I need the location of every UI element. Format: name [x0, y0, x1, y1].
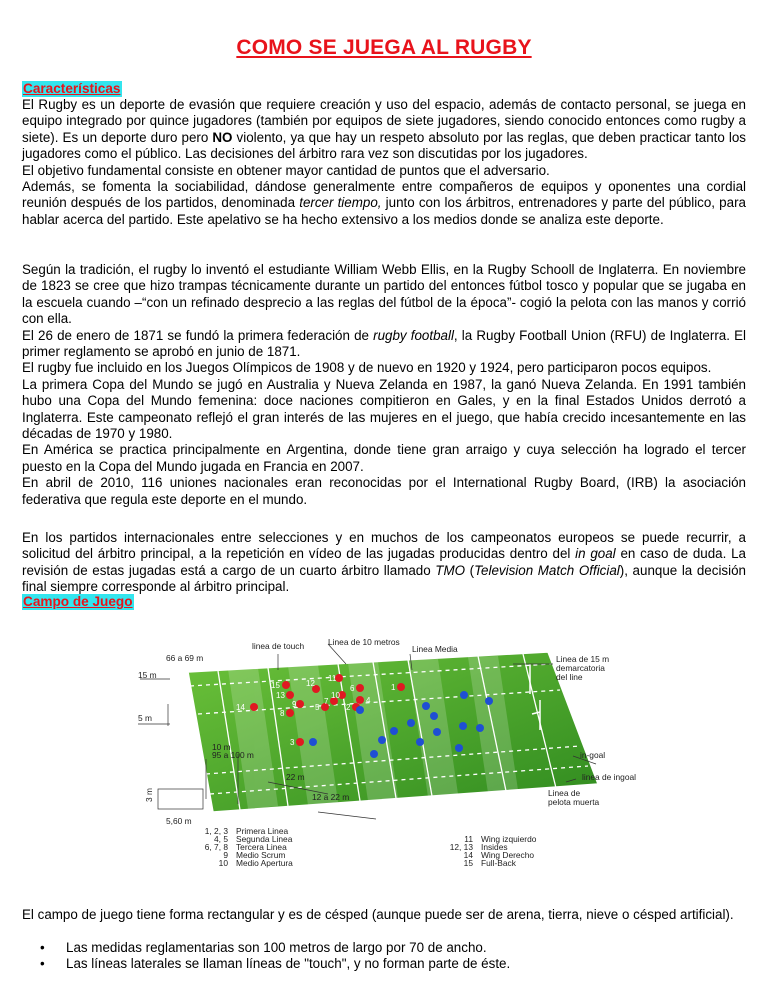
player-marker	[286, 691, 294, 699]
player-number: 2	[346, 703, 351, 712]
tmo-paragraph: En los partidos internacionales entre selecciones y en muchos de los campeonatos europeos se puede recurrir, a solicitud del árbitro principal, a la repetición en vídeo de las jugadas producidas dentro del in goal en caso de duda. La revisión de estas jugadas está a cargo de un cuarto árbitro llamado TMO (Television Match Official), aunque la decisión final siempre corresponde al árbitro principal.	[22, 530, 746, 595]
player-number: 15	[271, 681, 280, 690]
player-marker	[397, 683, 405, 691]
player-number: 9	[292, 700, 297, 709]
label-12-22m: 12 a 22 m	[312, 792, 350, 802]
player-number: 4	[366, 696, 371, 705]
legend-num: 14	[463, 850, 473, 860]
history-paragraph-1: Según la tradición, el rugby lo inventó el estudiante William Webb Ellis, en la Rugby Schooll de Inglaterra. En noviembre de 1823 se cree que hizo trampas técnicamente durante un partido del entonces fútbol tosco y popular que se jugaba en la escuela cuando –“con un refinado desprecio a las reglas del fútbol de la época”- cogió la pelota con las manos y corrió con ella.	[22, 262, 746, 327]
label-15m-line-b: demarcatoria	[556, 663, 605, 673]
history-block	[22, 262, 746, 508]
campo-bullet-list	[22, 940, 746, 973]
label-5-60m: 5,60 m	[166, 816, 192, 826]
history-paragraph-2: El 26 de enero de 1871 se fundó la primera federación de rugby football, la Rugby Football Union (RFU) de Inglaterra. El primer reglamento se aprobó en junio de 1871.	[22, 327, 746, 360]
label-width: 66 a 69 m	[166, 653, 204, 663]
legend-name: Medio Apertura	[236, 858, 293, 868]
player-marker	[282, 681, 290, 689]
label-22m: 22 m	[286, 772, 305, 782]
legend-num: 15	[463, 858, 473, 868]
section-title-caracteristicas: Características	[23, 81, 121, 96]
player-marker	[296, 738, 304, 746]
list-item: • Las líneas laterales se llaman líneas de "touch", y no forman parte de éste.	[22, 956, 746, 972]
label-15m: 15 m	[138, 670, 157, 680]
intro-paragraph-2: El objetivo fundamental consiste en obtener mayor cantidad de puntos que el adversario.	[22, 162, 550, 178]
label-5m: 5 m	[138, 713, 152, 723]
legend-num: 10	[218, 858, 228, 868]
legend-name: Tercera Linea	[236, 842, 287, 852]
legend-name: Wing izquierdo	[481, 834, 537, 844]
label-media: Linea Media	[412, 644, 458, 654]
label-touch: linea de touch	[252, 641, 305, 651]
legend-name: Primera Linea	[236, 826, 289, 836]
player-marker	[286, 709, 294, 717]
legend-num: 9	[223, 850, 228, 860]
player-marker	[356, 684, 364, 692]
history-paragraph-5: En América se practica principalmente en Argentina, donde tiene gran arraigo y cuya selección ha logrado el tercer puesto en la Copa del Mundo jugada en Francia en 2007.	[22, 442, 746, 474]
player-number: 11	[328, 674, 337, 683]
history-paragraph-4: La primera Copa del Mundo se jugó en Australia y Nueva Zelanda en 1987, la ganó Nueva Zelanda. En 1991 también hubo una Copa del Mundo femenina: doce naciones compitieron en Gales, y en la final Estados Unidos derrotó a Inglaterra. Este campeonato reflejó el gran interés de las mujeres en el juego, que había crecido incesantemente en las décadas de 1970 y 1980.	[22, 376, 746, 442]
label-length: 95 a 100 m	[212, 750, 254, 760]
player-number: 8	[280, 709, 285, 718]
label-dead-ball-b: pelota muerta	[548, 797, 600, 807]
label-ingoal-line: linea de ingoal	[582, 772, 637, 782]
player-number: 7	[324, 697, 329, 706]
intro-paragraph-1: El Rugby es un deporte de evasión que requiere creación y uso del espacio, además de contacto personal, se juega en equipo integrado por quince jugadores (también por equipos de siete jugadores, siendo conocido entonces como rugby a siete). Es un deporte duro pero NO violento, ya que hay un respeto absoluto por las reglas, que deben practicar tanto los jugadores como el público. Las decisiones del árbitro rara vez son discutidas por los jugadores.	[22, 97, 746, 162]
rugby-field-diagram	[128, 634, 637, 874]
section-title-campo: Campo de Juego	[23, 594, 133, 609]
campo-paragraph: El campo de juego tiene forma rectangular y es de césped (aunque puede ser de arena, tierra, nieve o césped artificial).	[22, 907, 734, 922]
label-10m: Linea de 10 metros	[328, 637, 400, 647]
label-dead-ball-a: Linea de	[548, 788, 581, 798]
legend-num: 1, 2, 3	[204, 826, 228, 836]
label-15m-line-c: del line	[556, 672, 583, 682]
player-number: 3	[290, 738, 295, 747]
player-number: 5	[315, 703, 320, 712]
label-3m: 3 m	[144, 788, 154, 802]
player-number: 1	[391, 683, 396, 692]
legend-num: 11	[464, 834, 473, 844]
scrum-box	[158, 789, 203, 809]
legend-name: Wing Derecho	[481, 850, 535, 860]
player-marker	[250, 703, 258, 711]
intro-block	[22, 97, 746, 228]
intro-paragraph-3: Además, se fomenta la sociabilidad, dándose generalmente entre compañeros de equipos y oponentes una cordial reunión después de los partidos, denominada tercer tiempo, junto con los árbitros, entrenadores y parte del público, para hablar acerca del partido. Este apelativo se ha hecho extensivo a los medios donde se analiza este deporte.	[22, 179, 746, 227]
position-legend	[205, 826, 537, 868]
legend-name: Medio Scrum	[236, 850, 286, 860]
player-number: 12	[306, 679, 315, 688]
label-in-goal: in-goal	[580, 750, 606, 760]
player-number: 6	[350, 684, 355, 693]
legend-num: 4, 5	[214, 834, 228, 844]
label-15m-line-a: Linea de 15 m	[556, 654, 610, 664]
player-number: 10	[331, 691, 340, 700]
page-title: COMO SE JUEGA AL RUGBY	[236, 36, 532, 59]
list-item: • Las medidas reglamentarias son 100 metros de largo por 70 de ancho.	[22, 940, 746, 956]
player-number: 14	[236, 703, 245, 712]
legend-num: 6, 7, 8	[204, 842, 228, 852]
legend-name: Insides	[481, 842, 508, 852]
history-paragraph-6: En abril de 2010, 116 uniones nacionales eran reconocidas por el International Rugby Board, (IRB) la asociación federativa que regula este deporte en el mundo.	[22, 475, 746, 507]
player-number: 13	[276, 691, 285, 700]
legend-name: Full-Back	[481, 858, 516, 868]
history-paragraph-3: El rugby fue incluido en los Juegos Olímpicos de 1908 y de nuevo en 1920 y 1924, pero participaron pocos equipos.	[22, 360, 712, 376]
legend-num: 12, 13	[449, 842, 473, 852]
player-marker	[356, 696, 364, 704]
legend-name: Segunda Linea	[236, 834, 293, 844]
player-marker	[296, 700, 304, 708]
label-10m-dist: 10 m	[212, 742, 231, 752]
